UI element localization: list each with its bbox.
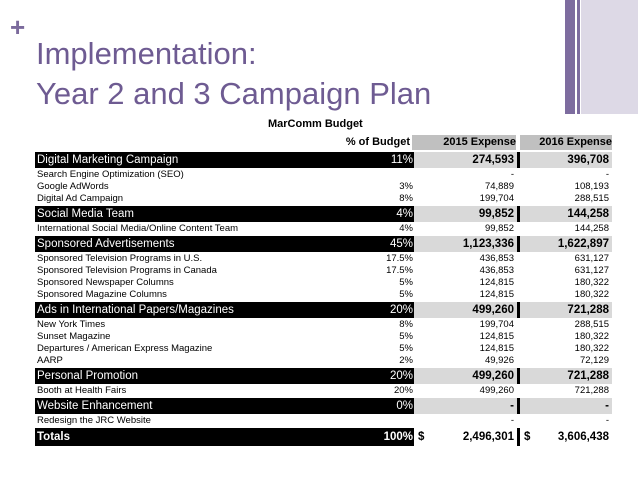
row-label: Google AdWords — [37, 181, 109, 192]
row-2016 — [520, 385, 612, 397]
row-2015 — [414, 169, 517, 181]
table-row — [35, 415, 612, 427]
row-label: Social Media Team — [37, 208, 134, 220]
row-2016 — [520, 236, 612, 252]
row-2016 — [520, 181, 612, 193]
row-label: Ads in International Papers/Magazines — [37, 304, 234, 316]
row-2016 — [520, 428, 612, 446]
table-row — [35, 253, 612, 265]
title-line-2: Year 2 and 3 Campaign Plan — [36, 76, 432, 111]
row-2015 — [414, 277, 517, 289]
row-2015 — [414, 355, 517, 367]
row-pct: 17.5% — [386, 253, 413, 264]
cell-value: 721,288 — [567, 304, 609, 316]
cell-value: - — [510, 415, 514, 426]
row-2015 — [414, 331, 517, 343]
row-label: Sponsored Television Programs in Canada — [37, 265, 217, 276]
cell-value: 180,322 — [574, 343, 609, 354]
plus-icon: + — [10, 12, 26, 42]
cell-value: 124,815 — [479, 277, 514, 288]
cell-value: - — [605, 400, 609, 412]
row-label: Sponsored Advertisements — [37, 238, 175, 250]
row-label: International Social Media/Online Content Team — [37, 223, 239, 234]
row-pct: 20% — [389, 370, 413, 382]
row-2015 — [414, 193, 517, 205]
row-pct: 5% — [399, 331, 413, 342]
row-2015 — [414, 206, 517, 222]
cell-value: 499,260 — [479, 385, 514, 396]
cell-value: 124,815 — [479, 343, 514, 354]
row-label: Digital Marketing Campaign — [37, 154, 179, 166]
row-label: Redesign the JRC Website — [37, 415, 151, 426]
row-label: Digital Ad Campaign — [37, 193, 124, 204]
cell-value: 99,852 — [478, 208, 514, 220]
section-row — [35, 152, 612, 168]
row-pct: 0% — [396, 400, 413, 412]
cell-value: 199,704 — [479, 193, 514, 204]
row-pct: 20% — [393, 385, 413, 396]
row-2015 — [414, 302, 517, 318]
row-2016 — [520, 206, 612, 222]
cell-value: 721,288 — [574, 385, 609, 396]
row-label: AARP — [37, 355, 63, 366]
row-2015 — [414, 398, 517, 414]
cell-value: - — [605, 169, 609, 180]
cell-value: 721,288 — [567, 370, 609, 382]
row-pct: 100% — [383, 431, 413, 443]
row-pct: 5% — [399, 343, 413, 354]
row-label: Personal Promotion — [37, 370, 138, 382]
section-row — [35, 206, 612, 222]
slide-title — [36, 34, 431, 114]
row-2016 — [520, 398, 612, 414]
cell-value: 74,889 — [484, 181, 514, 192]
row-pct: 11% — [390, 154, 413, 166]
cell-value: 631,127 — [574, 253, 609, 264]
cell-value: 288,515 — [574, 193, 609, 204]
table-row — [35, 385, 612, 397]
cell-value: 180,322 — [574, 277, 609, 288]
cell-value: 436,853 — [479, 265, 514, 276]
row-pct: 45% — [389, 238, 413, 250]
cell-value: 49,926 — [484, 355, 514, 366]
cell-value: 2,496,301 — [462, 431, 514, 443]
row-2016 — [520, 355, 612, 367]
accent-bar — [565, 0, 575, 114]
row-2016 — [520, 415, 612, 427]
cell-value: 3,606,438 — [557, 431, 609, 443]
table-row — [35, 223, 612, 235]
row-2016 — [520, 193, 612, 205]
row-2015 — [414, 236, 517, 252]
row-2015 — [414, 265, 517, 277]
row-pct: 8% — [399, 319, 413, 330]
row-pct: 8% — [399, 193, 413, 204]
table-row — [35, 193, 612, 205]
cell-value: 274,593 — [472, 154, 514, 166]
accent-panel — [581, 0, 638, 114]
row-label: Website Enhancement — [37, 400, 153, 412]
section-row — [35, 398, 612, 414]
row-2016 — [520, 265, 612, 277]
row-label: New York Times — [37, 319, 106, 330]
row-pct: 20% — [389, 304, 413, 316]
currency-symbol: $ — [418, 431, 425, 443]
row-2015 — [414, 289, 517, 301]
section-row — [35, 236, 612, 252]
row-2016 — [520, 253, 612, 265]
cell-value: 631,127 — [574, 265, 609, 276]
cell-value: 1,123,336 — [462, 238, 514, 250]
row-2016 — [520, 152, 612, 168]
row-label: Booth at Health Fairs — [37, 385, 127, 396]
row-2015 — [414, 253, 517, 265]
row-2015 — [414, 223, 517, 235]
section-row — [35, 302, 612, 318]
cell-value: - — [510, 169, 514, 180]
row-2015 — [414, 428, 517, 446]
cell-value: 124,815 — [479, 289, 514, 300]
budget-table — [35, 151, 612, 446]
row-label: Sunset Magazine — [37, 331, 111, 342]
row-pct: 2% — [399, 355, 413, 366]
title-line-1: Implementation: — [36, 36, 257, 71]
row-label: Sponsored Magazine Columns — [37, 289, 167, 300]
cell-value: 199,704 — [479, 319, 514, 330]
table-row — [35, 169, 612, 181]
totals-row — [35, 428, 612, 446]
row-2015 — [414, 181, 517, 193]
row-label: Sponsored Newspaper Columns — [37, 277, 174, 288]
cell-value: 288,515 — [574, 319, 609, 330]
cell-value: 1,622,897 — [557, 238, 609, 250]
header-pct: % of Budget — [345, 136, 410, 148]
cell-value: 99,852 — [484, 223, 514, 234]
row-pct: 4% — [399, 223, 413, 234]
accent-bar-thin — [577, 0, 580, 114]
row-pct: 4% — [396, 208, 413, 220]
section-row — [35, 368, 612, 384]
cell-value: 396,708 — [567, 154, 609, 166]
row-2015 — [414, 343, 517, 355]
header-2016: 2016 Expense — [520, 135, 612, 150]
row-pct: 3% — [399, 181, 413, 192]
row-2015 — [414, 319, 517, 331]
row-2015 — [414, 385, 517, 397]
row-label: Search Engine Optimization (SEO) — [37, 169, 184, 180]
row-2015 — [414, 415, 517, 427]
row-label: Totals — [37, 431, 71, 443]
cell-value: 180,322 — [574, 331, 609, 342]
row-pct: 5% — [399, 289, 413, 300]
table-row — [35, 319, 612, 331]
table-row — [35, 355, 612, 367]
row-2016 — [520, 319, 612, 331]
row-2015 — [414, 152, 517, 168]
row-pct: 17.5% — [386, 265, 413, 276]
row-2016 — [520, 343, 612, 355]
cell-value: 124,815 — [479, 331, 514, 342]
row-label: Sponsored Television Programs in U.S. — [37, 253, 203, 264]
cell-value: 499,260 — [472, 304, 514, 316]
row-label: Departures / American Express Magazine — [37, 343, 213, 354]
table-row — [35, 343, 612, 355]
row-2016 — [520, 368, 612, 384]
cell-value: 499,260 — [472, 370, 514, 382]
cell-value: 180,322 — [574, 289, 609, 300]
cell-value: - — [605, 415, 609, 426]
cell-value: 144,258 — [574, 223, 609, 234]
table-caption: MarComm Budget — [268, 118, 363, 130]
currency-symbol: $ — [524, 431, 531, 443]
row-2015 — [414, 368, 517, 384]
row-2016 — [520, 277, 612, 289]
table-row — [35, 181, 612, 193]
row-pct: 5% — [399, 277, 413, 288]
cell-value: 108,193 — [574, 181, 609, 192]
table-row — [35, 331, 612, 343]
table-row — [35, 277, 612, 289]
row-2016 — [520, 331, 612, 343]
cell-value: 144,258 — [567, 208, 609, 220]
row-2016 — [520, 289, 612, 301]
table-row — [35, 265, 612, 277]
row-2016 — [520, 169, 612, 181]
row-2016 — [520, 223, 612, 235]
table-row — [35, 289, 612, 301]
cell-value: 436,853 — [479, 253, 514, 264]
cell-value: 72,129 — [579, 355, 609, 366]
cell-value: - — [510, 400, 514, 412]
header-2015: 2015 Expense — [412, 135, 516, 150]
row-2016 — [520, 302, 612, 318]
